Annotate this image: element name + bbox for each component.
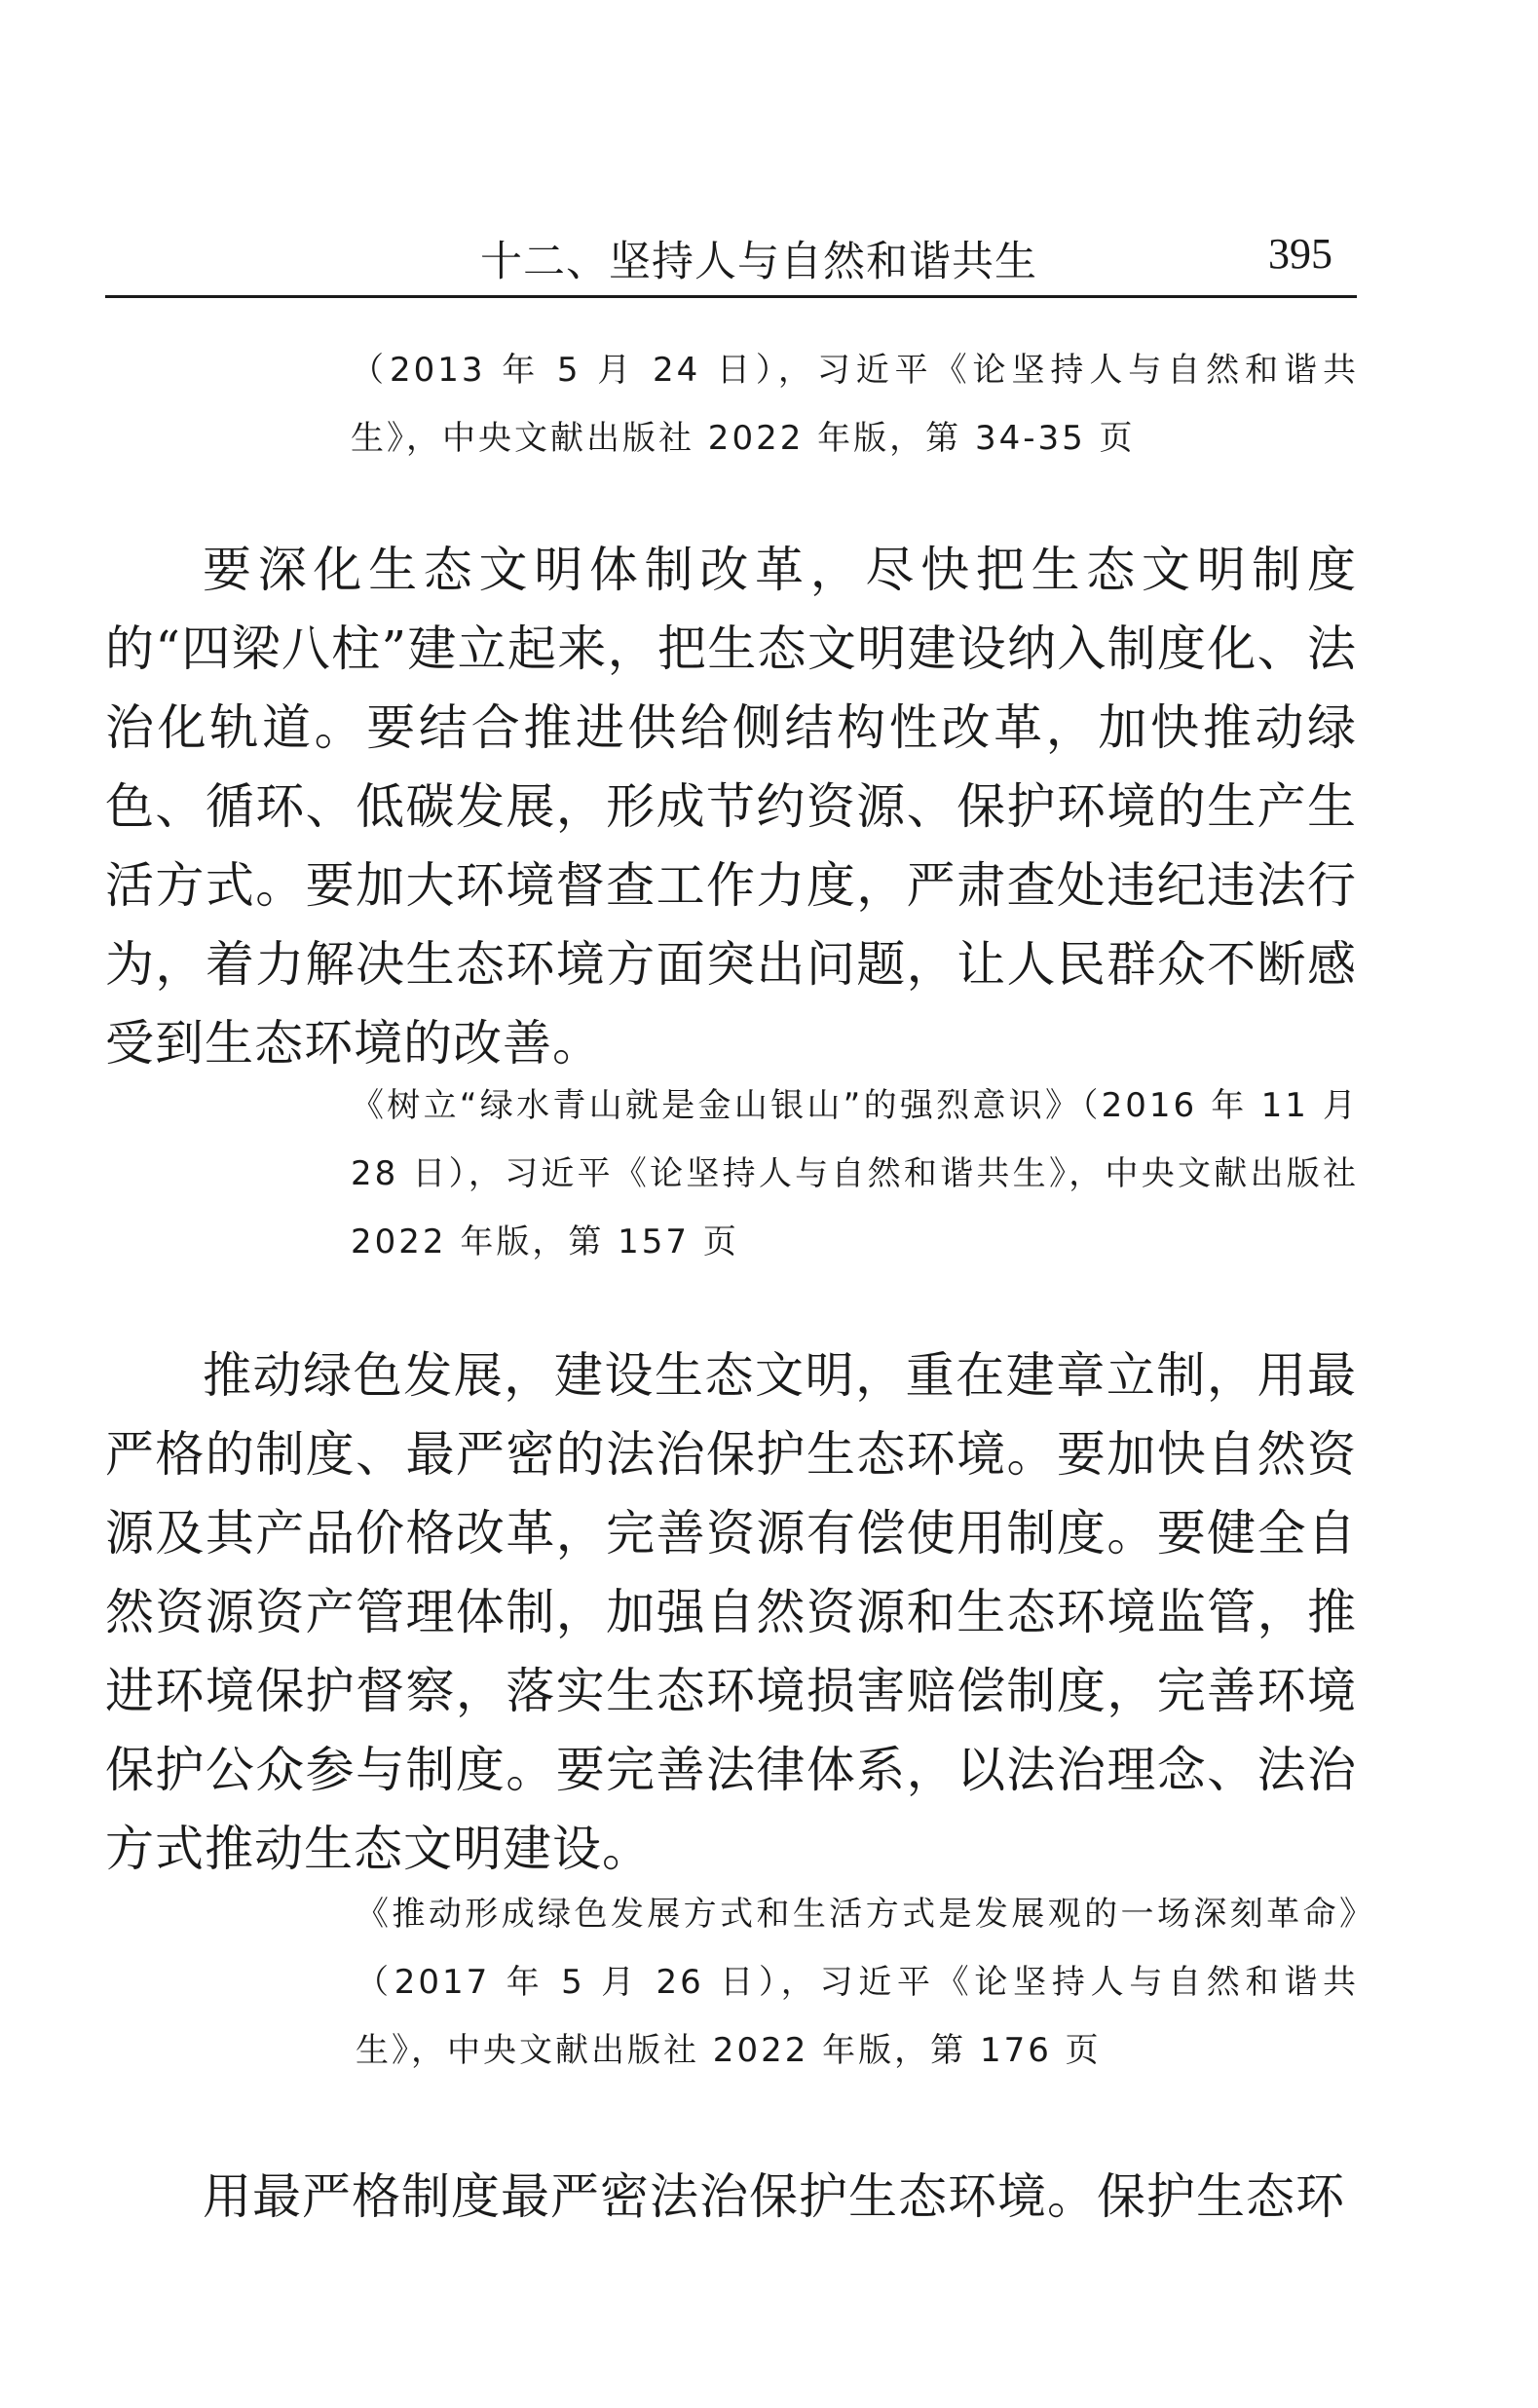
citation-1: （2013 年 5 月 24 日），习近平《论坚持人与自然和谐共生》，中央文献出版社 2022 年版，第 34-35 页 [351,351,1359,458]
chapter-title: 十二、坚持人与自然和谐共生 [480,238,1037,286]
citation-3: 《推动形成绿色发展方式和生活方式是发展观的一场深刻革命》（2017 年 5 月 26 日），习近平《论坚持人与自然和谐共生》，中央文献出版社 2022 年版，第 176 页 [356,1895,1359,2070]
body-paragraph-3: 用最严格制度最严密法治保护生态环境。保护生态环 [203,2168,1345,2225]
page-number: 395 [1268,230,1332,278]
body-paragraph-1: 要深化生态文明体制改革，尽快把生态文明制度的“四梁八柱”建立起来，把生态文明建设纳入制度化、法治化轨道。要结合推进供给侧结构性改革，加快推动绿色、循环、低碳发展，形成节约资源、保护环境的生产生活方式。要加大环境督查工作力度，严肃查处违纪违法行为，着力解决生态环境方面突出问题，让人民群众不断感受到生态环境的改善。 [105,542,1357,1072]
body-paragraph-2: 推动绿色发展，建设生态文明，重在建章立制，用最严格的制度、最严密的法治保护生态环境。要加快自然资源及其产品价格改革，完善资源有偿使用制度。要健全自然资源资产管理体制，加强自然资源和生态环境监管，推进环境保护督察，落实生态环境损害赔偿制度，完善环境保护公众参与制度。要完善法律体系，以法治理念、法治方式推动生态文明建设。 [105,1347,1357,1877]
citation-2: 《树立“绿水青山就是金山银山”的强烈意识》（2016 年 11 月 28 日），习近平《论坚持人与自然和谐共生》，中央文献出版社 2022 年版，第 157 页 [351,1086,1359,1261]
running-header [105,219,1357,298]
